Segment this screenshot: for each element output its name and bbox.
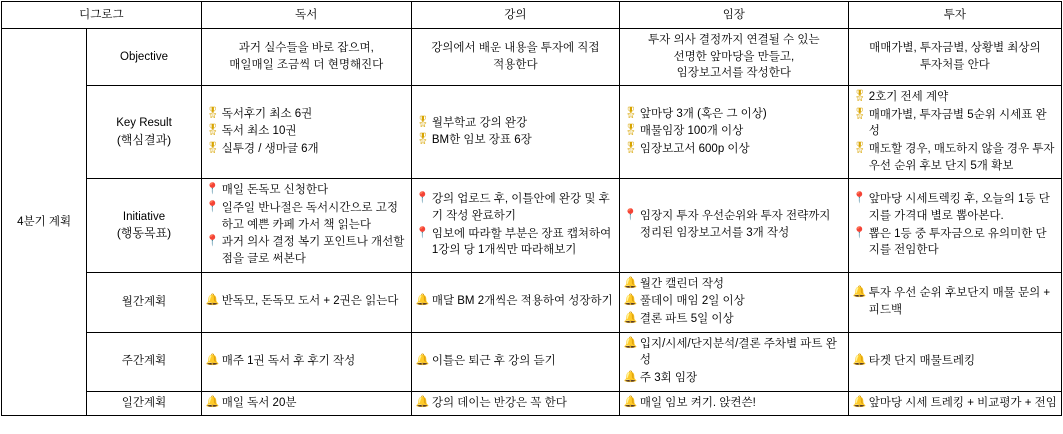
list-item <box>206 395 407 412</box>
list-item <box>853 107 1057 140</box>
list-item <box>624 141 844 158</box>
list-item <box>853 191 1057 224</box>
cell-line: 임장보고서를 작성한다 <box>676 67 791 80</box>
table-row <box>2 86 1062 179</box>
cell-r5-c2 <box>619 391 848 416</box>
table-row <box>2 179 1062 272</box>
bell-icon: 🔔 <box>415 395 430 408</box>
list-item-label: 앞마당 3개 (혹은 그 이상) <box>639 107 767 120</box>
list-item <box>416 226 615 259</box>
list-item <box>624 276 844 293</box>
cell-list <box>416 353 615 370</box>
row-label-5 <box>87 391 201 416</box>
medal-icon: 🎖 <box>205 106 220 119</box>
list-item <box>206 293 407 310</box>
list-item-label: 매일 독서 20분 <box>221 396 297 409</box>
cell-line: 강의에서 배운 내용을 투자에 직접 <box>431 42 600 55</box>
list-item <box>624 208 844 241</box>
cell-r1-c1 <box>411 86 619 179</box>
row-label-subtext: (행동목표) <box>116 226 172 241</box>
medal-icon: 🎖 <box>205 142 220 155</box>
cell-line: 선명한 앞마당을 만들고, <box>673 50 795 63</box>
header-cell-4: 투자 <box>848 2 1061 29</box>
cell-r1-c0 <box>201 86 411 179</box>
medal-icon: 🎖 <box>623 142 638 155</box>
okr-table <box>1 1 1062 416</box>
bell-icon: 🔔 <box>205 353 220 366</box>
list-item-label: 일주일 반나절은 독서시간으로 고정하고 예쁜 카페 가서 책 읽는다 <box>221 202 398 231</box>
list-item <box>206 353 407 370</box>
cell-line: 투자 의사 결정까지 연결될 수 있는 <box>648 34 820 46</box>
cell-list <box>624 276 844 328</box>
bell-icon: 🔔 <box>415 294 430 307</box>
cell-list <box>624 336 844 387</box>
list-item-label: 주 3회 임장 <box>639 372 698 385</box>
row-label-1 <box>87 86 201 179</box>
list-item <box>853 285 1057 318</box>
bell-icon: 🔔 <box>623 395 638 408</box>
list-item <box>853 89 1057 106</box>
list-item-label: 매매가별, 투자금별 5순위 시세표 완성 <box>868 108 1047 138</box>
list-item-label: 실투경 / 생마글 6개 <box>221 143 319 156</box>
cell-list <box>624 106 844 158</box>
cell-r2-c1 <box>411 179 619 272</box>
pin-icon: 📍 <box>415 192 430 205</box>
cell-r3-c2 <box>619 272 848 332</box>
header-cell-0: 디그로그 <box>2 2 202 29</box>
cell-r3-c0 <box>201 272 411 332</box>
list-item-label: 뽑은 1등 중 투자금으로 유의미한 단지를 전임한다 <box>868 227 1047 257</box>
row-label-2 <box>87 179 201 272</box>
cell-line: 매매가별, 투자금별, 상황별 최상의 <box>869 42 1041 55</box>
medal-icon: 🎖 <box>852 142 867 155</box>
row-label-3 <box>87 272 201 332</box>
bell-icon: 🔔 <box>852 286 867 299</box>
list-item-label: 임보에 따라할 부분은 장표 캡쳐하여 1강의 당 1개씩만 따라해보기 <box>431 227 612 257</box>
list-item-label: 입지/시세/단지분석/결론 주차별 파트 완성 <box>639 337 837 367</box>
list-item-label: 월간 캘린더 작성 <box>639 277 725 290</box>
cell-r1-c3 <box>848 86 1061 179</box>
list-item <box>416 115 615 132</box>
list-item-label: 앞마당 시세 트레킹 + 비교평가 + 전임 <box>868 396 1057 409</box>
cell-list <box>853 191 1057 259</box>
cell-list <box>853 353 1057 370</box>
table-row <box>2 29 1062 86</box>
header-cell-3: 임장 <box>619 2 848 29</box>
row-label-text: Key Result <box>116 117 172 130</box>
bell-icon: 🔔 <box>623 294 638 307</box>
list-item-label: 월부학교 강의 완강 <box>431 116 528 129</box>
list-item-label: 매물임장 100개 이상 <box>639 125 744 138</box>
table-row <box>2 332 1062 391</box>
list-item <box>624 293 844 310</box>
cell-list <box>853 395 1057 412</box>
cell-r4-c3 <box>848 332 1061 391</box>
cell-list <box>206 395 407 412</box>
cell-line: 과거 실수들을 바로 잡으며, <box>238 42 374 55</box>
cell-r2-c2 <box>619 179 848 272</box>
list-item <box>853 141 1057 174</box>
list-item <box>206 106 407 123</box>
list-item <box>624 370 844 387</box>
cell-list <box>206 353 407 370</box>
list-item-label: BM한 임보 장표 6장 <box>431 134 532 147</box>
table-row <box>2 391 1062 416</box>
medal-icon: 🎖 <box>415 115 430 128</box>
list-item <box>416 132 615 149</box>
row-label-text: 일간계획 <box>121 397 167 410</box>
header-cell-2: 강의 <box>411 2 619 29</box>
list-item-label: 임장지 투자 우선순위와 투자 전략까지 정리된 임장보고서를 3개 작성 <box>639 210 831 240</box>
cell-r5-c0 <box>201 391 411 416</box>
list-item-label: 앞마당 시세트렉킹 후, 오늘의 1등 단지를 가격대 별로 뽑아본다. <box>868 193 1050 222</box>
bell-icon: 🔔 <box>623 371 638 384</box>
list-item <box>416 191 615 224</box>
list-item-label: 매일 돈독모 신청한다 <box>221 184 329 197</box>
medal-icon: 🎖 <box>415 133 430 146</box>
list-item <box>624 395 844 412</box>
list-item-label: 매도할 경우, 매도하지 않을 경우 투자 우선 순위 후보 단지 5개 확보 <box>868 143 1055 172</box>
list-item-label: 독서후기 최소 6권 <box>221 107 313 120</box>
table-row <box>2 272 1062 332</box>
list-item-label: 결론 파트 5일 이상 <box>639 313 734 326</box>
list-item <box>416 293 615 310</box>
list-item <box>206 182 407 199</box>
cell-r1-c2 <box>619 86 848 179</box>
list-item-label: 반독모, 돈독모 도서 + 2권은 읽는다 <box>221 295 399 308</box>
list-item-label: 이틀은 퇴근 후 강의 듣기 <box>431 354 556 367</box>
list-item <box>853 226 1057 259</box>
list-item <box>206 200 407 233</box>
cell-list <box>206 182 407 267</box>
list-item <box>624 106 844 123</box>
cell-r2-c0 <box>201 179 411 272</box>
bell-icon: 🔔 <box>205 294 220 307</box>
row-label-subtext: (핵심결과) <box>116 132 172 147</box>
pin-icon: 📍 <box>205 183 220 196</box>
cell-r4-c1 <box>411 332 619 391</box>
bell-icon: 🔔 <box>415 353 430 366</box>
row-label-text: Initiative <box>122 210 166 223</box>
list-item-label: 강의 데이는 반강은 꼭 한다 <box>431 396 567 409</box>
medal-icon: 🎖 <box>623 124 638 137</box>
medal-icon: 🎖 <box>852 107 867 120</box>
list-item-label: 풀데이 매임 2일 이상 <box>639 295 745 308</box>
cell-list <box>416 191 615 259</box>
list-item <box>853 353 1057 370</box>
cell-list <box>206 106 407 158</box>
list-item-label: 매달 BM 2개씩은 적용하여 성장하기 <box>431 295 613 308</box>
medal-icon: 🎖 <box>623 106 638 119</box>
quarter-plan-label: 4분기 계획 <box>2 29 87 416</box>
row-label-0 <box>87 29 201 86</box>
cell-r2-c3 <box>848 179 1061 272</box>
cell-line: 매일매일 조금씩 더 현명해진다 <box>229 59 384 71</box>
table-header-row <box>2 2 1062 29</box>
list-item-label: 매일 임보 켜기. 앉켠쓴! <box>639 396 756 409</box>
pin-icon: 📍 <box>852 192 867 205</box>
header-cell-1: 독서 <box>201 2 411 29</box>
cell-line: 적용한다 <box>493 59 538 71</box>
cell-list <box>853 285 1057 318</box>
cell-r3-c1 <box>411 272 619 332</box>
row-label-text: 월간계획 <box>121 295 167 308</box>
cell-list <box>624 208 844 241</box>
medal-icon: 🎖 <box>205 124 220 137</box>
pin-icon: 📍 <box>205 201 220 214</box>
list-item-label: 매주 1권 독서 후 후기 작성 <box>221 354 356 367</box>
list-item <box>416 395 615 412</box>
row-label-text: 주간계획 <box>121 355 167 368</box>
list-item-label: 임장보고서 600p 이상 <box>639 143 750 156</box>
bell-icon: 🔔 <box>852 353 867 366</box>
cell-line: 투자처를 안다 <box>919 59 990 71</box>
pin-icon: 📍 <box>205 235 220 248</box>
list-item <box>624 123 844 140</box>
table-body <box>2 29 1062 416</box>
pin-icon: 📍 <box>623 209 638 222</box>
row-label-text: Objective <box>120 50 168 63</box>
bell-icon: 🔔 <box>205 395 220 408</box>
pin-icon: 📍 <box>415 226 430 239</box>
cell-r3-c3 <box>848 272 1061 332</box>
pin-icon: 📍 <box>852 226 867 239</box>
list-item <box>206 141 407 158</box>
cell-r0-c0 <box>201 29 411 86</box>
cell-list <box>624 395 844 412</box>
cell-list <box>416 115 615 149</box>
cell-list <box>416 293 615 310</box>
list-item-label: 과거 의사 결정 복기 포인트나 개선할 점을 글로 써본다 <box>221 236 405 266</box>
list-item <box>416 353 615 370</box>
cell-r0-c3 <box>848 29 1061 86</box>
bell-icon: 🔔 <box>623 312 638 325</box>
cell-r4-c2 <box>619 332 848 391</box>
cell-r0-c2 <box>619 29 848 86</box>
list-item <box>624 311 844 328</box>
cell-r0-c1 <box>411 29 619 86</box>
list-item-label: 2호기 전세 계약 <box>868 91 949 104</box>
list-item-label: 투자 우선 순위 후보단지 매물 문의 + 피드백 <box>868 287 1051 316</box>
medal-icon: 🎖 <box>852 90 867 103</box>
bell-icon: 🔔 <box>623 276 638 289</box>
bell-icon: 🔔 <box>852 395 867 408</box>
list-item-label: 강의 업로드 후, 이틀안에 완강 및 후기 작성 완료하기 <box>431 193 610 222</box>
cell-r5-c3 <box>848 391 1061 416</box>
list-item-label: 독서 최소 10권 <box>221 125 297 138</box>
cell-r4-c0 <box>201 332 411 391</box>
list-item <box>206 123 407 140</box>
cell-list <box>853 89 1057 174</box>
row-label-4 <box>87 332 201 391</box>
cell-list <box>416 395 615 412</box>
list-item-label: 타겟 단지 매물트레킹 <box>868 354 976 367</box>
cell-r5-c1 <box>411 391 619 416</box>
list-item <box>206 234 407 267</box>
bell-icon: 🔔 <box>623 336 638 349</box>
list-item <box>624 336 844 369</box>
list-item <box>853 395 1057 412</box>
cell-list <box>206 293 407 310</box>
